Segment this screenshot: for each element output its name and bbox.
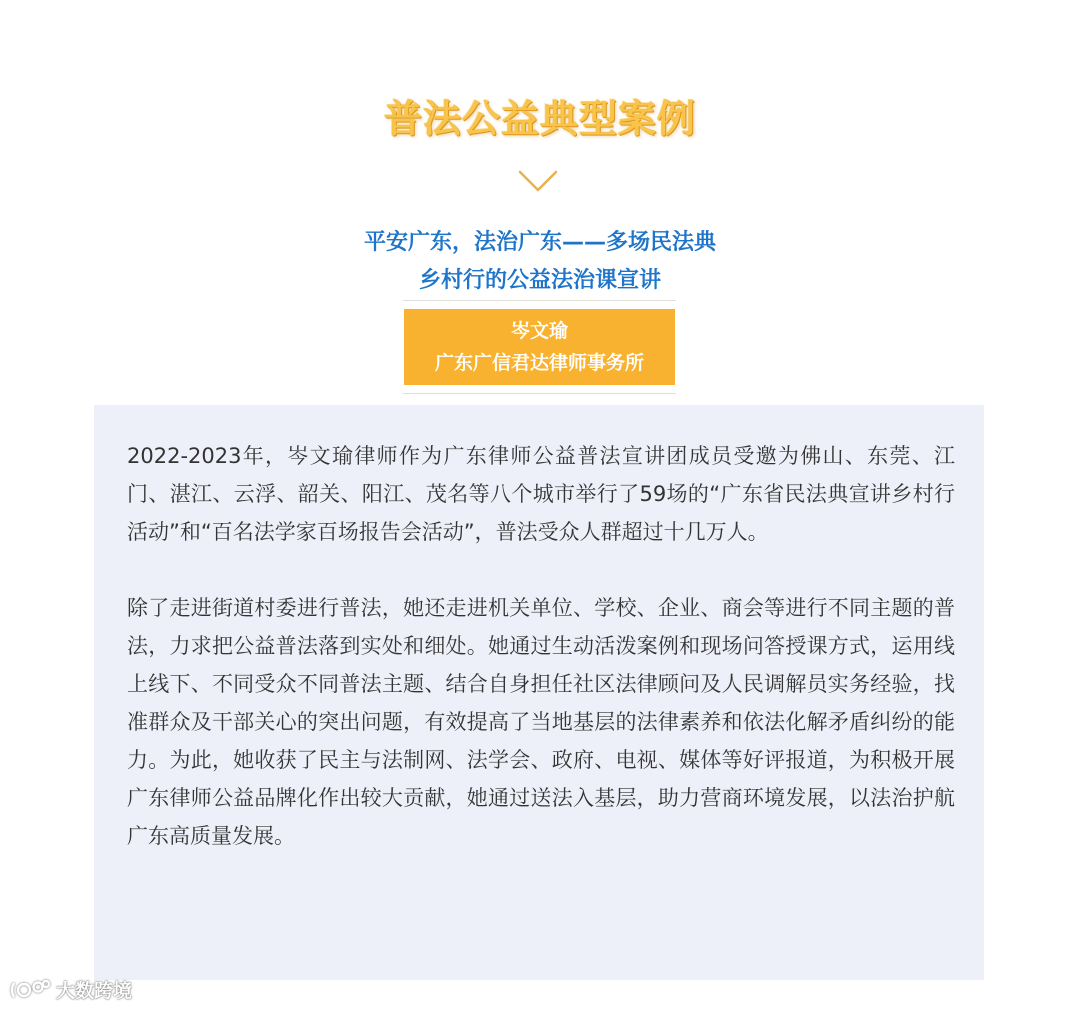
chevron-down-icon [518,168,558,194]
author-card [404,309,675,385]
author-box [403,300,676,394]
content-paragraph-1: 2022-2023年，岑文瑜律师作为广东律师公益普法宣讲团成员受邀为佛山、东莞、江门、湛江、云浮、韶关、阳江、茂名等八个城市举行了59场的“广东省民法典宣讲乡村行活动”和“百名法学家百场报告会活动”，普法受众人群超过十几万人。 [127,444,955,544]
case-title [0,224,1080,300]
case-title-line-2: 乡村行的公益法治课宣讲 [418,268,661,293]
author-name: 岑文瑜 [510,320,568,342]
watermark [8,976,132,1003]
watermark-text: 大数跨境 [56,980,133,1002]
case-title-line-1: 平安广东，法治广东——多场民法典 [363,230,716,255]
section-title: 普法公益典型案例 [383,97,696,141]
author-firm: 广东广信君达律师事务所 [434,352,644,374]
content-body [127,437,955,855]
logo-icon [8,977,52,1003]
content-paragraph-2: 除了走进街道村委进行普法，她还走进机关单位、学校、企业、商会等进行不同主题的普法，力求把公益普法落到实处和细处。她通过生动活泼案例和现场问答授课方式，运用线上线下、不同受众不同普法主题、结合自身担任社区法律顾问及人民调解员实务经验，找准群众及干部关心的突出问题，有效提高了当地基层的法律素养和依法化解矛盾纠纷的能力。为此，她收获了民主与法制网、法学会、政府、电视、媒体等好评报道，为积极开展广东律师公益品牌化作出较大贡献，她通过送法入基层，助力营商环境发展，以法治护航广东高质量发展。 [127,596,955,848]
